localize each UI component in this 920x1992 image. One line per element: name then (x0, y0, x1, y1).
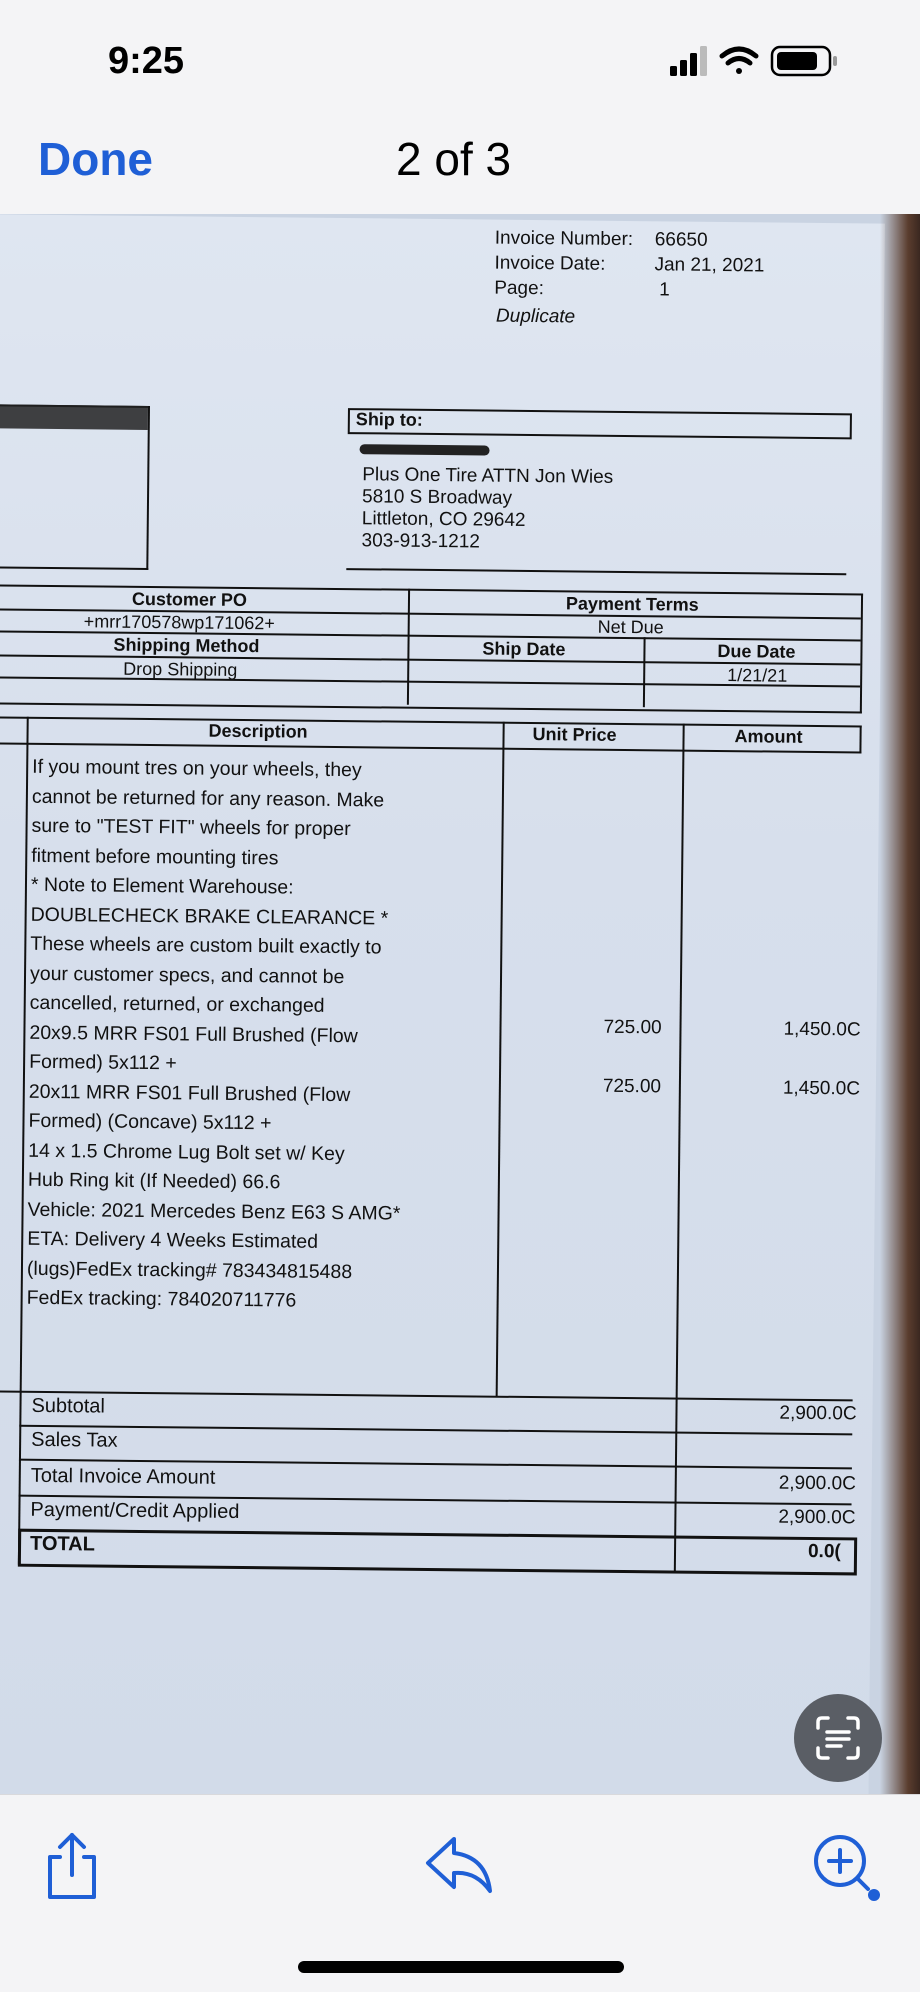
description-line: Hub Ring kit (If Needed) 66.6 (27, 1168, 281, 1194)
ship-to-line-2: 5810 S Broadway (361, 486, 513, 509)
live-text-button[interactable] (794, 1694, 882, 1782)
description-line: cannot be returned for any reason. Make (31, 785, 385, 811)
done-button[interactable]: Done (38, 133, 153, 185)
due-date-label: Due Date (717, 640, 796, 662)
ship-to-heading: Ship to: (355, 409, 423, 430)
invoice-number: 66650 (654, 229, 708, 251)
customer-po: +mrr170578wp171062+ (83, 611, 275, 634)
amount-header: Amount (734, 726, 803, 747)
page-edge-shadow (880, 214, 920, 1794)
unit-price-2: 725.00 (602, 1075, 662, 1098)
items-header-row (0, 716, 862, 753)
home-indicator (298, 1961, 624, 1973)
payment-terms: Net Due (597, 616, 664, 638)
reply-button[interactable] (418, 1825, 498, 1905)
amount-2: 1,450.0C (782, 1077, 861, 1100)
total-invoice: 2,900.0C (778, 1472, 856, 1495)
markup-icon (806, 1825, 886, 1905)
copy-type: Duplicate (495, 305, 576, 328)
invoice-date: Jan 21, 2021 (654, 254, 765, 277)
reply-icon (418, 1825, 498, 1905)
amount-1: 1,450.0C (783, 1018, 861, 1041)
document-viewer[interactable] (0, 214, 920, 1794)
description-line: Formed) 5x112 + (29, 1050, 177, 1075)
payment-label: Payment/Credit Applied (30, 1498, 240, 1523)
description-line: (lugs)FedEx tracking# 783434815488 (26, 1257, 353, 1283)
description-line: your customer specs, and cannot be (29, 962, 345, 988)
ship-to-header (348, 408, 852, 439)
description-line: Formed) (Concave) 5x112 + (28, 1109, 272, 1135)
description-line: 20x11 MRR FS01 Full Brushed (Flow (28, 1080, 351, 1106)
total-invoice-label: Total Invoice Amount (30, 1464, 216, 1489)
bottom-toolbar (0, 1794, 920, 1992)
due-date: 1/21/21 (727, 665, 788, 686)
description-line: cancelled, returned, or exchanged (29, 991, 325, 1017)
markup-button[interactable] (806, 1825, 886, 1905)
sales-tax-label: Sales Tax (31, 1428, 118, 1452)
ship-to-line-1: Plus One Tire ATTN Jon Wies (362, 464, 614, 488)
unit-price-1: 725.00 (603, 1016, 662, 1039)
subtotal: 2,900.0C (779, 1402, 857, 1425)
ship-to-line-4: 303-913-1212 (361, 530, 481, 553)
description-line: FedEx tracking: 784020711776 (26, 1286, 297, 1312)
invoice-page (0, 214, 885, 1794)
payment-terms-label: Payment Terms (565, 593, 699, 615)
customer-po-label: Customer PO (131, 588, 248, 611)
description-header: Description (208, 720, 308, 742)
share-icon (32, 1825, 112, 1905)
total-label: TOTAL (29, 1532, 96, 1556)
payment-applied: 2,900.0C (778, 1506, 856, 1529)
description-line: ETA: Delivery 4 Weeks Estimated (27, 1227, 319, 1253)
invoice-date-label: Invoice Date: (494, 252, 606, 275)
share-button[interactable] (32, 1825, 112, 1905)
battery-icon (772, 47, 837, 75)
ship-to-divider (346, 568, 846, 575)
description-line: These wheels are custom built exactly to (30, 932, 382, 959)
total-row (18, 1529, 857, 1576)
invoice-page: 1 (659, 279, 670, 301)
ship-date-label: Ship Date (482, 638, 566, 660)
invoice-page-label: Page: (494, 277, 545, 300)
status-time: 9:25 (108, 40, 185, 82)
wifi-icon (722, 49, 756, 74)
description-line: Vehicle: 2021 Mercedes Benz E63 S AMG* (27, 1198, 401, 1225)
ship-to-line-3: Littleton, CO 29642 (361, 508, 526, 531)
item-description (26, 753, 502, 1318)
invoice-number-label: Invoice Number: (494, 227, 634, 251)
page-counter: 2 of 3 (396, 133, 512, 185)
shipping-method: Drop Shipping (123, 658, 238, 680)
description-line: 20x9.5 MRR FS01 Full Brushed (Flow (29, 1021, 358, 1047)
description-line: fitment before mounting tires (31, 844, 279, 869)
sold-to-header (0, 404, 148, 430)
redacted-name (360, 444, 490, 455)
description-line: 14 x 1.5 Chrome Lug Bolt set w/ Key (28, 1139, 345, 1165)
subtotal-label: Subtotal (31, 1394, 106, 1418)
description-line: If you mount tres on your wheels, they (32, 755, 362, 782)
live-text-icon (794, 1694, 882, 1782)
cellular-signal-icon (670, 46, 707, 76)
shipping-method-label: Shipping Method (113, 634, 260, 657)
status-icons (660, 44, 860, 78)
unit-price-header: Unit Price (532, 724, 617, 745)
top-bar (0, 0, 920, 215)
description-line: * Note to Element Warehouse: (30, 873, 294, 899)
description-line: sure to "TEST FIT" wheels for proper (31, 814, 351, 841)
description-line: DOUBLECHECK BRAKE CLEARANCE * (30, 903, 389, 930)
total-amount: 0.0( (807, 1540, 841, 1563)
